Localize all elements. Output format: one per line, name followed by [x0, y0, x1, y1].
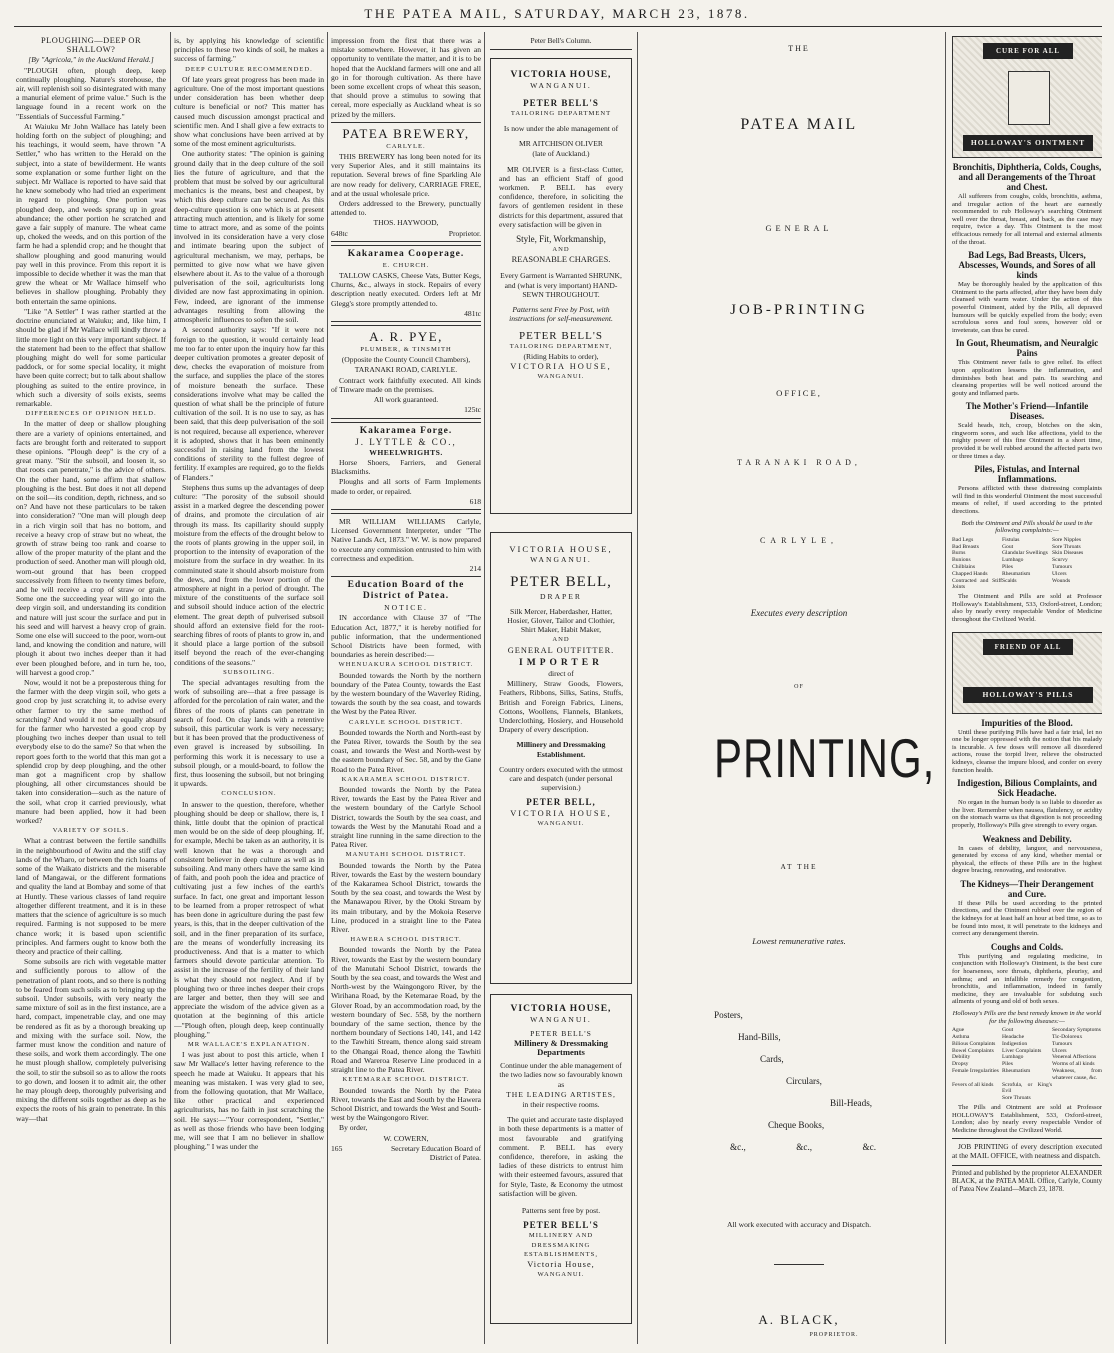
paragraph: At Waiuku Mr John Wallace has lately been holding forth on the subject of ploughing; and his teachings, it would seem, have thrown "A Settler," who has written to the Herald on the subject, into a state of bewilderment. He wants some explanation or some further light on the subject. Mr Wallace is reported to have said that he knew somebody who had tried an experiment in regard to ploughing. One portion was ploughed deep, and weeds sprang up in great abundance; the other portion he scratched and gave a fair supply of manure. The wheat came up, choked the weeds, and on this portion of the farm he had a splendid crop; and he thought that shallow ploughing and good manuring would pay well in this province. From this report it is impossible to decide whether it was the man that grew the wheat or Mr Wallace himself who believes in shallow ploughing. Probably they both entertain the same opinions.: [16, 121, 166, 306]
table-cell: Tumours: [1052, 564, 1073, 570]
pye-trade: PLUMBER, & TINSMITH: [360, 346, 452, 354]
remedy-text: Scald heads, itch, croup, blotches on the skin, ringworm sores, and such like affections, yield to the mighty power of this fine Ointment in a short time, provided it be well rubbed around the affected parts two or three times a day.: [952, 422, 1102, 460]
remedy-text: In cases of debility, languor, and nervousness, generated by excess of any kind, whether mental or physical, the effects of these Pills are in the highest degree bracing, renovating, and restorative.: [952, 844, 1102, 875]
table-cell: Scurvy: [1052, 557, 1068, 564]
column-rule: [945, 32, 946, 1344]
table-cell: Bunions: [952, 557, 971, 564]
ad-hand: and (what is very important) HAND-SEWN THROUGHOUT.: [504, 280, 618, 300]
jp-jobprinting: JOB-PRINTING: [730, 302, 868, 318]
district-text: Bounded towards the North by the northern boundary of the Patea County, towards the East by the western boundary of the Waverley Riding, towards the south by the sea coast, and towards the West by the Patea River.: [331, 670, 481, 717]
tailoring-ad: [490, 58, 632, 514]
district-name: MANUTAHI SCHOOL DISTRICT.: [345, 851, 467, 859]
column-rule: [327, 32, 328, 1344]
table-cell: Liver Complaints: [1002, 1047, 1042, 1054]
ad-footer-dept: TAILORING DEPARTMENT,: [509, 342, 613, 350]
education-title: Education Board of the District of Patea.: [347, 580, 465, 602]
jp-rates: Lowest remunerative rates.: [752, 936, 846, 946]
williams-body: MR WILLIAM WILLIAMS Carlyle, Licensed Government Interpreter, under "The Native Lands Act, 1873." W. W. is now prepared to execute any commission entrusted to him with correctness and expedition.: [331, 516, 481, 563]
jp-road: TARANAKI ROAD,: [737, 458, 861, 467]
table-cell: Headache: [1002, 1033, 1025, 1040]
district-text: Bounded towards the North and North-east by the Patea River, towards the South by the sea coast, and towards the West and North-west by the eastern boundary of Sec. 58, and by the Gane Road to the Patea River.: [331, 727, 481, 774]
paragraph: I was just about to post this article, when I saw Mr Wallace's letter having reference to the speech he made at Waiuku. It appears that his meaning was mistaken. I was very glad to see, from the following quotation, that Mr Wallace, like other practical and experienced agriculturists, has no faith in just scratching the soil. He says:—"Your correspondent, "Settler," as well as those friends who have been lodging me, will see that I am no believer in shallow ploughing." I was under the: [174, 1050, 324, 1152]
ad-artistes: THE LEADING ARTISTES,: [506, 1089, 616, 1099]
district-text: Bounded towards the North by the Patea River, towards the East by the western boundary of the Manutahi School District, towards the South by the sea coast, and towards the West and North-west by the Waingongoro River, by the Wirihana Road, by the Ketemarae Road, by the Glover Road, by an accommodation road, by the western boundary of Sec. 558, by the northern boundary of the same section, thence by the northern boundary of Sections 140, 141, and 142 to the Tawhiti Stream, thence along said stream to the Ohangai Road, thence along the Tawhiti Road and Wareroa Reserve Line produced in a straight line to the Patea River.: [331, 945, 481, 1075]
ad-country: Country orders executed with the utmost care and despatch (under personal supervision.): [499, 764, 623, 793]
ointment-seal-image: [952, 36, 1102, 158]
seal-motto: CURE FOR ALL: [983, 43, 1073, 59]
ad-trade: DRAPER: [540, 591, 582, 601]
subheading: DIFFERENCES OF OPINION HELD.: [25, 410, 157, 418]
jp-item: Cheque Books,: [768, 1120, 825, 1130]
table-cell: Skin Diseases: [1052, 550, 1084, 557]
imprint: Printed and published by the proprietor ALEXANDER BLACK, at the PATEA MAIL Office, Carlyle, County of Patea New Zealand—March 23, 1878.: [952, 1169, 1102, 1193]
column-2: [174, 36, 324, 1341]
subheading: CONCLUSION.: [221, 790, 277, 798]
ad-town: WANGANUI.: [530, 81, 592, 91]
subheading: MR WALLACE'S EXPLANATION.: [187, 1040, 311, 1048]
ad-ref: 125tc: [464, 405, 481, 415]
table-cell: [952, 1095, 1002, 1102]
table-cell: Chapped Hands: [952, 570, 988, 577]
district-name: HAWERA SCHOOL DISTRICT.: [350, 936, 462, 944]
seal-motto: FRIEND OF ALL: [983, 639, 1073, 655]
table-cell: Fistulas: [1002, 536, 1020, 543]
job-printing-ad: [714, 36, 936, 1341]
remedy-text: No organ in the human body is so liable to disorder as the liver. Remember when nausea, flatulency, or acidity on the stomach warns us that digestion is not proceeding properly, Holloway's Pills give strength to every organ.: [952, 799, 1102, 829]
paragraph: impression from the first that there was a mistake somewhere. However, it has given an opportunity to ventilate the matter, and it is to be hoped that the Auckland farmers will one and all go in for thorough cultivation. As there have been some excellent crops of wheat this season, that should prove a stimulus to sowing that cereal, more especially as Auckland wheat is so prized by the millers.: [331, 36, 481, 119]
education-signature: W. COWERN,: [383, 1133, 429, 1143]
ad-style: Style, Fit, Workmanship,: [516, 234, 606, 245]
table-cell: Female Irregularities: [952, 1067, 999, 1074]
table-cell: Sore Throats: [1052, 543, 1081, 550]
forge-trade: WHEELWRIGHTS.: [369, 447, 443, 457]
ad-body: Continue under the able management of the two ladies now so favourably known as: [499, 1061, 623, 1089]
district-name: WHENUAKURA SCHOOL DISTRICT.: [338, 661, 474, 669]
diseases-note: Holloway's Pills are the best remedy known in the world for the following diseases:—: [952, 1010, 1102, 1025]
pye-body-2: All work guaranteed.: [373, 395, 439, 405]
table-cell: [1052, 1082, 1102, 1096]
table-cell: Sore Nipples: [1052, 536, 1082, 543]
ad-title: VICTORIA HOUSE,: [509, 544, 613, 555]
remedy-text: All sufferers from coughs, colds, bronchitis, asthma, and irregular action of the heart are earnestly recommended to rub Holloway's searching Ointment well over the throat, breast, and back, as the case may require, twice a day. This Ointment is the most efficacious remedy for all internal and external ailments of the throat.: [952, 193, 1102, 246]
jp-general: GENERAL: [765, 224, 833, 233]
column-4: [490, 36, 632, 1341]
table-cell: Fevers of all kinds: [952, 1081, 994, 1088]
forge-body: Horse Shoers, Farriers, and General Blacksmiths.: [331, 457, 481, 477]
remedy-heading: Impurities of the Blood.: [981, 717, 1073, 728]
table-cell: Contracted and Stiff Joints: [952, 577, 1002, 591]
table-cell: Glandular Swellings: [1002, 550, 1048, 557]
brewery-town: CARLYLE.: [386, 142, 426, 150]
ad-warrant: Every Garment is Warranted SHRUNK,: [500, 270, 622, 280]
masthead: THE PATEA MAIL, SATURDAY, MARCH 23, 1878.: [364, 6, 750, 21]
pills-banner: HOLLOWAY'S PILLS: [963, 687, 1093, 703]
ad-name: PETER BELL,: [510, 573, 612, 590]
table-cell: Sore Throats: [1002, 1095, 1031, 1102]
ad-footer-house: VICTORIA HOUSE,: [510, 362, 612, 372]
jp-proprietor-role: PROPRIETOR.: [809, 1332, 859, 1338]
table-cell: Rheumatism: [1002, 1067, 1031, 1074]
district-text: Bounded towards the North by the Patea River, towards the East and South by the Hawera School District, and towards the West and South-west by the Waingongoro River.: [331, 1085, 481, 1123]
pills-seal-image: [952, 632, 1102, 714]
remedy-heading: In Gout, Rheumatism, and Neuralgic Pains: [955, 338, 1099, 359]
ad-goods: Millinery, Straw Goods, Flowers, Feathers, Ribbons, Silks, Satins, Stuffs, British and Foreign Fabrics, Linens, Cottons, Woollens, Flannels, Blankets, Underclothing, Hosiery, and Household Drapery of every description.: [499, 679, 623, 735]
remedy-heading: Bad Legs, Bad Breasts, Ulcers, Abscesses, Wounds, and Sores of all kinds: [958, 250, 1096, 281]
table-cell: Burns: [952, 550, 966, 557]
brewery-body-2: Orders addressed to the Brewery, punctually attended to.: [331, 199, 481, 218]
remedy-text: Persons afflicted with these distressing complaints will find in this wonderful Ointment the most successful means of relief, if used according to the printed directions.: [952, 485, 1102, 516]
draper-ad: [490, 532, 632, 984]
district-name: CARLYLE SCHOOL DISTRICT.: [348, 718, 463, 726]
ad-name: PETER BELL'S: [530, 1028, 592, 1038]
subheading: DEEP CULTURE RECOMMENDED.: [185, 65, 313, 73]
pye-title: A. R. PYE,: [369, 329, 443, 345]
table-cell: Wounds: [1052, 577, 1071, 584]
subheading: SUBSOILING.: [223, 668, 275, 676]
remedy-heading: Bronchitis, Diphtheria, Colds, Coughs, and all Derangements of the Throat and Chest.: [952, 162, 1102, 192]
ad-ref: 214: [469, 563, 481, 573]
remedy-text: This purifying and regulating medicine, in conjunction with Holloway's Ointment, is the best cure for hoarseness, sore throats, diphtheria, pleurisy, and asthma; and an infallible remedy for congestion, bronchitis, and inflammation, indeed in family medicine, they are invaluable for subduing such ailments of young and old of both sexes.: [952, 952, 1102, 1006]
table-cell: Ulcers: [1052, 1047, 1067, 1054]
jp-item: Cards,: [760, 1054, 784, 1064]
forge-body-2: Ploughs and all sorts of Farm Implements made to order, or repaired.: [331, 477, 481, 496]
ad-footer-name: PETER BELL'S: [523, 1220, 599, 1231]
cooperage-ad: [331, 245, 481, 322]
table-cell: Piles: [1002, 1061, 1013, 1068]
column-1: [16, 36, 166, 1341]
jp-item: &c.,: [796, 1142, 813, 1152]
education-intro: IN accordance with Clause 37 of "The Education Act, 1877," it is hereby notified for public information, that the undermentioned School Districts have been formed, with boundaries as herein described:—: [331, 613, 481, 660]
ad-ref: 618: [469, 496, 481, 506]
paragraph: What a contrast between the fertile sandhills in the neighbourhood of Awitu and the stiff clay lands of the Wharo, or between the rich loams of some of the Waikato districts and the miserable land of Mangawai, or the different formations and quality the land at Bombay and some of that at Huntly. These various classes of land require altogether different treatment, and it is in these matters that the science of agriculture is so much required. Farming is not supposed to be mere chance work; it is based upon scientific principles. And farmers ought to know both the theory and practice of their calling.: [16, 836, 166, 956]
table-cell: Bad Breasts: [952, 543, 979, 550]
ad-body-2: The quiet and accurate taste displayed in both these departments is a matter of most favourable and gratifying comment. P. BELL has every confidence, therefore, in asking the ladies of these districts to entrust him with their esteemed favours, assured that for Style, Taste, & Economy the utmost satisfaction will be given.: [499, 1115, 623, 1198]
remedy-heading: Weakness and Debility.: [982, 833, 1072, 844]
column-3: [331, 36, 481, 1341]
ad-body: Silk Mercer, Haberdasher, Hatter, Hosier, Glover, Tailor and Clothier, Shirt Maker, Habit Maker,: [507, 606, 615, 635]
forge-title: Kakaramea Forge.: [359, 425, 453, 436]
divider: [774, 1264, 824, 1266]
jp-items: [714, 1004, 884, 1158]
paragraph: Of late years great progress has been made in agriculture. One of the most important questions under consideration has been whether deep culture is beneficial or not? This matter has caused much discussion amongst practical and scientific men. And I shall give a few extracts to show what conclusions have been arrived at by some of the most eminent agriculturists.: [174, 74, 324, 149]
jp-proprietor-name: A. BLACK,: [758, 1312, 840, 1327]
ad-footer-name: PETER BELL,: [526, 797, 596, 808]
ad-and: AND: [552, 246, 570, 254]
brewery-ad: [331, 122, 481, 242]
jp-item: Posters,: [714, 1010, 743, 1020]
address-text: The Pills and Ointment are sold at Professor HOLLOWAY'S Establishment, 533, Oxford-street, London; also by nearly every respectable Vendor of Medicine throughout the Civilized World.: [952, 1103, 1102, 1134]
ad-ref: 648tc: [331, 228, 348, 238]
table-cell: Bad Legs: [952, 536, 974, 543]
column-header: Peter Bell's Column.: [530, 36, 592, 45]
remedy-text: If these Pills be used according to the printed directions, and the Ointment rubbed over the region of the kidneys for at least half an hour at bed time, so as to be found into most, it will penetrate to the kidneys and correct any derangement therein.: [952, 899, 1102, 938]
jp-item: Hand-Bills,: [738, 1032, 781, 1042]
paragraph: A second authority says: "If it were not foreign to the question, it would certainly lead me too far to enter upon the inquiry how far this deeper cultivation promotes a greater deposit of dew, checks the evaporation of moisture from the surface, and supplies the place of the stores of moisture beneath the surface. These considerations involve what may be called the question of what shall be the principle of future cultivation of the soil. It is no use to say, as has been said, that this deep pulverisation of the soil is not required, because all experience, wherever it is adopted, shows that it has been eminently successful in raising land from the lowest conditions of sterility to the fullest degree of fertility. If examples are required, go to the fields of Flanders.": [174, 325, 324, 482]
jp-town: CARLYLE,: [759, 536, 839, 545]
brewery-role: Proprietor.: [448, 228, 481, 238]
ad-and: AND: [552, 636, 570, 644]
article-byline: [By "Agricola," in the Auckland Herald.]: [28, 55, 154, 65]
table-cell: Bilious Complaints: [952, 1040, 996, 1047]
remedy-text: Until these purifying Pills have had a fair trial, let no one be longer oppressed with the notion that his malady is incurable. A few doses will remove all disordered actions, rouse the torpid liver, relieve the obstructed kidneys, cleanse the impure blood, and confer on every function health.: [952, 728, 1102, 774]
paragraph: In the matter of deep or shallow ploughing there are a variety of opinions entertained, and facts are brought forth and reiterated to support these opinions. "Plough deep" is the cry of a great many. "Stir the subsoil, and loosen it, so that roots can penetrate," is the advice of others. On the other hand, some affirm that shallow ploughing is the best. But does it not all depend on the soil—its condition, depth, richness, and so on? And have not these particulars to be taken into consideration? "One man will plough deep in a rich virgin soil that has no bottom, and receive a heavy crop of straw but no wheat, the growth of straw being too rank and coarse to allow of the proper maturity of the plant and the production of seed. Another man will plough old, worn-out ground that has been cropped successively from fifteen to twenty times before, and he will receive a crop of straw or grain. Some one the succeeding year will go into the deep virgin soil, and understanding its condition and nature will just scour the surface and put in his seed and will harvest a heavy crop of grain. Some one else will succeed to the poor, worn-out land, and knowing the condition and nature, will plough it about two inches deeper than it had ever been ploughed before, and in turn he, too, will harvest a good crop.": [16, 419, 166, 677]
table-cell: Gout: [1002, 1027, 1014, 1034]
complaints-note: Both the Ointment and Pills should be used in the following complaints:—: [961, 519, 1093, 535]
table-cell: Piles: [1002, 564, 1013, 570]
table-cell: Chilblains: [952, 564, 975, 570]
table-cell: Tic-Doloreux: [1052, 1033, 1083, 1040]
job-printing-notice: JOB PRINTING of every description executed at the MAIL OFFICE, with neatness and dispatch.: [952, 1142, 1102, 1160]
ad-title: VICTORIA HOUSE,: [510, 70, 612, 81]
column-rule: [170, 32, 171, 1344]
brewery-signature: THOS. HAYWOOD,: [373, 218, 439, 228]
table-cell: Rheumatism: [1002, 570, 1031, 577]
brewery-title: PATEA BREWERY,: [342, 125, 470, 141]
pye-body: Contract work faithfully executed. All kinds of Tinware made on the premises.: [331, 375, 481, 394]
table-cell: Tumours: [1052, 1040, 1073, 1047]
table-cell: Scrofula, or King's Evil: [1002, 1081, 1052, 1095]
district-text: Bounded towards the North by the Patea River, towards the East by the western boundary of the Kakaramea School District, towards the South by the sea coast, and towards the West by the Manawapou River, by the Otoki Stream by its main tributary, and by the Mokoia Reserve Line, produced in a straight line to the Patea River.: [331, 860, 481, 935]
table-cell: Bowel Complaints: [952, 1047, 994, 1054]
remedy-heading: The Kidneys—Their Derangement and Cure.: [960, 878, 1094, 899]
education-role: Secretary Education Board of District of Patea.: [390, 1143, 481, 1162]
table-cell: Debility: [952, 1054, 971, 1061]
ad-town: WANGANUI.: [530, 1015, 592, 1025]
millinery-ad: [490, 994, 632, 1324]
table-cell: Secondary Symptoms: [1052, 1027, 1101, 1034]
article-title: PLOUGHING—DEEP OR SHALLOW?: [40, 36, 142, 55]
address-text: The Ointment and Pills are sold at Professor Holloway's Establishment, 533, Oxford-street, London; also by nearly every respectable Vendor of Medicine throughout the Civilized World.: [952, 593, 1102, 623]
ad-ref: 481tc: [464, 308, 481, 318]
subheading: VARIETY OF SOILS.: [52, 827, 130, 835]
paragraph: "PLOUGH often, plough deep, keep continually ploughing. Nature's storehouse, the air, will replenish soil so disintegrated with many a manurial element of prime value." Such is the language found in a recent work on the "Essentials of Successful Farming.": [16, 65, 166, 121]
brewery-body: THIS BREWERY has long been noted for its very Superior Ales, and it still maintains its reputation. Several brews of fine Sparkling Ale are now ready for delivery, CARRIAGE FREE, and at the usual wholesale price.: [331, 152, 481, 198]
table-cell: Scalds: [1002, 577, 1017, 584]
remedy-heading: The Mother's Friend—Infantile Diseases.: [965, 401, 1089, 422]
ad-body: MR OLIVER is a first-class Cutter, and has an efficient Staff of good workmen. P. BELL has every confidence, therefore, in soliciting the favors of gentlemen resident in these districts for this department, assured that every satisfaction will be given in: [499, 164, 623, 229]
jp-item: &c.,: [730, 1142, 746, 1152]
jp-accuracy: All work executed with accuracy and Dispatch.: [726, 1220, 871, 1229]
education-notice: [331, 580, 481, 1162]
ad-ref: 165: [331, 1143, 343, 1153]
table-cell: Asthma: [952, 1033, 970, 1040]
jp-title: PATEA MAIL: [740, 116, 858, 133]
column-7: [952, 36, 1102, 1341]
paragraph: is, by applying his knowledge of scientific principles to these two kinds of soil, he makes a success of farming.": [174, 36, 324, 64]
ad-footer-name: PETER BELL'S: [519, 329, 603, 342]
ad-dept: TAILORING DEPARTMENT: [510, 109, 612, 117]
ad-town: WANGANUI.: [530, 555, 592, 565]
ad-person: MR AITCHISON OLIVER: [519, 139, 603, 149]
ad-millinery: Millinery and Dressmaking Establishment.: [516, 740, 606, 759]
jp-item: Bill-Heads,: [830, 1098, 873, 1108]
education-byorder: By order,: [339, 1123, 368, 1133]
pye-address-2: TARANAKI ROAD, CARLYLE.: [354, 365, 458, 375]
forge-ad: [331, 422, 481, 510]
paragraph: Some subsoils are rich with vegetable matter and sufficiently porous to allow of the penetration of plant roots, and so there is nothing to be feared from such soils as to bringing up the subsoil. Under subsoils, with very nearly the same mixture of soil as in the first instance, are a hard, compact, impenetrable clay, and one may be rendered as fit as by a thorough breaking up and mixing with the surface soil. Now, the farmer must know the condition and nature of these soils, and work them accordingly. The one he must plough shallow, completely pulverising the soil, to stir the subsoil so as to allow the roots to go down, and loosen it to admit air, the other he may plough deep, thoroughly pulverising and mixing the different soils together as deep as he expects the roots of his grain to penetrate. In this way—that: [16, 957, 166, 1123]
ad-footer-town: WANGANUI.: [537, 373, 585, 381]
jp-printing: PRINTING,: [714, 727, 936, 789]
cooperage-body: TALLOW CASKS, Cheese Vats, Butter Kegs, Churns, &c., always in stock. Repairs of every description neatly executed. Orders left at Mr Glegg's store promptly attended to.: [331, 271, 481, 308]
ad-name: PETER BELL'S: [523, 97, 599, 108]
masthead-rule: [14, 26, 1102, 27]
district-text: Bounded towards the North by the Patea River, towards the East by the Patea River and the western boundary of the Carlyle School District, towards the South by the sea coast, and towards the West by the Manutahi Road and a straight line running in the same direction to the Patea River.: [331, 785, 481, 850]
education-notice-label: NOTICE.: [384, 603, 428, 613]
pye-address: (Opposite the County Council Chambers),: [341, 355, 471, 365]
ointment-pot-icon: [1008, 71, 1050, 125]
forge-name: J. LYTTLE & CO.,: [355, 436, 457, 447]
table-cell: Indigestion: [1002, 1040, 1028, 1047]
paragraph: The special advantages resulting from the work of subsoiling are—that a free passage is afforded for the percolation of rain water, and the fibres of the roots of plants can penetrate in search of food. On clay lands with a retentive subsoil, this particular work is very necessary; but it has been proved that the productiveness of even gravel is increased by subsoiling. In performing this work it is necessary to use a subsoil plough, or a mould-board, to follow the first, thus loosening the subsoil, but not bringing it upwards.: [174, 678, 324, 789]
table-cell: Lumbago: [1002, 557, 1024, 564]
table-cell: Worms of all kinds: [1052, 1061, 1095, 1068]
jp-executes: Executes every description: [750, 608, 848, 618]
ad-patterns: Patterns sent Free by Post, with instructions for self-measurement.: [509, 305, 613, 324]
paragraph: "Like "A Settler" I was rather startled at the doctrine enunciated at Waiuku; and, like him, I should be glad if Mr Wallace will kindly throw a little more light on this very important subject. If the statement had been to the effect that shallow ploughing might do well for some particular paddock, or for some special locality, it might have been quite correct; but to talk about shallow ploughing as suited to the entire province, in which such a diversity of soils exists, seems remarkable.: [16, 306, 166, 408]
ad-rooms: in their respective rooms.: [522, 1100, 600, 1110]
paragraph: One authority states: "The opinion is gaining ground daily that in the deep culture of the soil lies the future of agriculture, and that the problem that must be solved by our agricultural mechanics is the means, best and cheapest, by which this deep culture can be secured. As this deep-culture question is one which is at present attracting much attention, and is likely for some time to attract more, and as some of the points involved in its consideration have a very close and intimate bearing upon the subject of agricultural mechanism, we may, perhaps, be permitted to give now what we have given elsewhere about it. As to the value of a thorough pulverisation of the soil, agriculturists long divided are now fast approximating in opinion. Few, indeed, are ignorant of the immense advantages resulting from allowing the atmospheric influences to soften the soil.: [174, 149, 324, 325]
ad-patterns: Patterns sent free by post.: [521, 1206, 601, 1216]
jp-the: THE: [788, 44, 810, 53]
ad-footer-dept: MILLINERY AND DRESSMAKING ESTABLISHMENTS,: [523, 1232, 598, 1258]
ad-footer-town: WANGANUI.: [537, 1271, 585, 1279]
table-cell: Ague: [952, 1027, 965, 1034]
ointment-banner: HOLLOWAY'S OINTMENT: [963, 135, 1093, 151]
remedy-text: May be thoroughly healed by the application of this Ointment to the parts affected, after they have been duly cleansed with warm water. Under the action of this powerful Ointment, aided by the Pills, all depraved humours will be quickly expelled from the body; even scrofulous sores and foul sores, however old or inveterate, can thus be cured.: [952, 281, 1102, 334]
ad-dept: Millinery & Dressmaking Departments: [514, 1037, 608, 1058]
paragraph: Now, would it not be a preposterous thing for the farmer with the deep virgin soil, who gets a good crop by just scratching it, to advise every other farmer to try the same method of scratching? And would it not be equally absurd for the farmer who harvested a good crop by ploughing two inches deeper than usual to tell everybody else to do the same? So that when the report goes forth to the world that this man got a splendid crop by deep ploughing, and the other man got a magnificent crop by shallow ploughing, all other circumstances should be taken into consideration—such as the nature of the soil, what crop it carried previously, what manure had been applied, how it had been worked?: [16, 678, 166, 826]
complaints-table: [952, 537, 1102, 591]
ad-direct: direct of: [548, 669, 574, 679]
district-name: KAKARAMEA SCHOOL DISTRICT.: [341, 775, 471, 783]
jp-atthe: AT THE: [780, 862, 818, 871]
table-cell: Venereal Affections: [1052, 1054, 1097, 1061]
table-cell: Gout: [1002, 543, 1014, 550]
column-rule: [484, 32, 485, 1344]
pye-ad: [331, 325, 481, 418]
table-cell: Weakness, from whatever cause, &c.: [1052, 1067, 1102, 1081]
cooperage-title: Kakaramea Cooperage.: [347, 248, 465, 259]
ad-person-2: (late of Auckland.): [532, 149, 590, 159]
table-cell: Ulcers: [1052, 570, 1067, 577]
ad-title: VICTORIA HOUSE,: [510, 1004, 612, 1015]
district-name: KETEMARAE SCHOOL DISTRICT.: [342, 1076, 470, 1084]
remedy-heading: Coughs and Colds.: [990, 941, 1064, 952]
ad-footer-riding: (Riding Habits to order),: [523, 352, 599, 362]
jp-office: OFFICE,: [776, 388, 822, 398]
paragraph: In answer to the question, therefore, whether ploughing should be deep or shallow, there is, I think, little doubt that the opinion of practical men would be on the side of deep ploughing. If, for example, Mechi be taken as an authority, it is well known that he was a thorough and consistent believer in deep culture as well as in subsoiling. And many others have the same kind of faith, and pooh pooh the idea and practice of cultivating just a few inches of the earth's surface. In fact, one great and important lesson to be learned from a proper retrospect of what has been done in agriculture during the past few years, is this, that in the deeper cultivation of the soil, and in the finer preparation of its surface, are the means of wonderfully increasing its productiveness. And that is a matter to which farmers should devote particular attention. To assist in the increase of the fertility of their land is what they should not neglect. And if by ploughing two or three inches deeper their crops are larger and better, then they will see and appreciate the wisdom of the advice given as a quotation at the beginning of this article—"Plough often, plough deep, keep continually ploughing.": [174, 799, 324, 1039]
ad-charges: REASONABLE CHARGES.: [511, 255, 611, 265]
williams-ad: [331, 513, 481, 577]
remedy-text: This Ointment never fails to give relief. Its effect upon application lessens the inflammation, and diminishes both heat and pain. Its searching and cleansing properties will be well noticed around the gouty and inflamed parts.: [952, 359, 1102, 397]
remedy-heading: Piles, Fistulas, and Internal Inflammations.: [974, 464, 1080, 485]
table-cell: Dropsy: [952, 1061, 969, 1068]
ad-footer-town: WANGANUI.: [537, 819, 585, 827]
paragraph: Stephens thus sums up the advantages of deep culture: "The porosity of the subsoil should assist in a marked degree the descending power of drains, and promote the circulation of air through its mass. Its capillarity should supply moisture from the effects of the drought below to the roots of plants growing in the upper soil, in proportion to the intensity of evaporation of the moisture from the surface in dry weather. In its comminuted state it should absorb moisture from the dews, and from the lower portion of the atmosphere at night in a period of drought. The mixture of the constituents of the surface soil and subsoil should induce action of the electric element. The great depth of pulverised subsoil should afford an extensive field for the root-searching fibres of roots of plants to grow in, and it should place a large portion of the subsoil itself beyond the reach of the ever-changing conditions of the seasons.": [174, 482, 324, 667]
jp-item: &c.: [862, 1142, 876, 1152]
ad-line: Is now under the able management of: [503, 124, 619, 134]
ad-importer: IMPORTER: [519, 657, 603, 668]
table-cell: [1052, 1095, 1102, 1102]
diseases-table: [952, 1027, 1102, 1102]
remedy-heading: Indigestion, Bilious Complaints, and Sick Headache.: [957, 778, 1097, 799]
table-cell: Lumbago: [1002, 1054, 1024, 1061]
ad-footer-house: VICTORIA HOUSE,: [510, 808, 612, 818]
ad-footer-house: Victoria House,: [527, 1260, 595, 1270]
cooperage-name: E. CHURCH.: [382, 261, 430, 269]
ad-outfitter: GENERAL OUTFITTER.: [507, 645, 615, 655]
column-rule: [637, 32, 638, 1344]
jp-of: OF: [794, 684, 804, 690]
jp-item: Circulars,: [786, 1076, 822, 1086]
